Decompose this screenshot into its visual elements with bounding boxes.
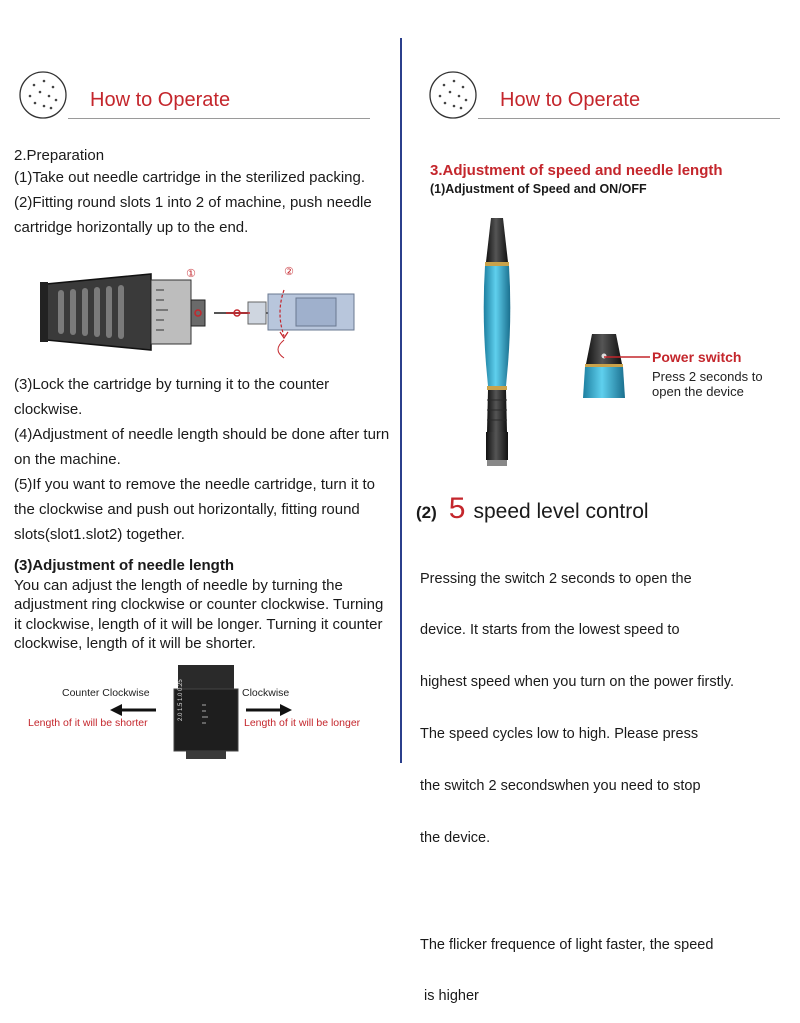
needle-length-heading: (3)Adjustment of needle length bbox=[14, 557, 235, 574]
preparation-step-2: (2)Fitting round slots 1 into 2 of machine, push needle cartridge horizontally up to the end. bbox=[14, 194, 372, 236]
left-page-title: How to Operate bbox=[90, 89, 231, 111]
power-switch-pointer bbox=[604, 352, 650, 362]
speed-section-subheading: (1)Adjustment of Speed and ON/OFF bbox=[430, 182, 647, 196]
step-3: (3)Lock the cartridge by turning it to the counter clockwise. bbox=[14, 376, 330, 418]
speed-desc-line-8: is higher bbox=[420, 988, 479, 1005]
longer-label: Length of it will be longer bbox=[244, 717, 361, 729]
adjustment-ring-illustration bbox=[172, 663, 240, 761]
step-4: (4)Adjustment of needle length should be done after turn on the machine. bbox=[14, 426, 390, 468]
svg-text:2.0 1.5 1.0 0.25: 2.0 1.5 1.0 0.25 bbox=[178, 679, 184, 721]
speed-level-number: 5 bbox=[448, 492, 466, 525]
preparation-section bbox=[14, 147, 389, 240]
speed-desc-line-7: The flicker frequence of light faster, the speed bbox=[420, 936, 714, 953]
pen-device-illustration bbox=[472, 214, 532, 476]
arrow-right-icon bbox=[244, 703, 294, 717]
power-switch-closeup bbox=[580, 330, 630, 400]
cartridge-steps bbox=[14, 372, 392, 547]
speed-description bbox=[420, 536, 792, 1023]
preparation-heading: 2.Preparation bbox=[14, 147, 105, 164]
arrow-left-icon bbox=[108, 703, 158, 717]
dotted-circle-icon bbox=[18, 70, 68, 120]
right-page-title: How to Operate bbox=[500, 89, 641, 111]
power-switch-label: Power switch bbox=[652, 349, 742, 365]
needle-length-section bbox=[14, 556, 384, 654]
speed-section-heading: 3.Adjustment of speed and needle length bbox=[430, 162, 723, 179]
slot-1-label: ① bbox=[186, 268, 196, 280]
speed-level-heading bbox=[416, 492, 649, 526]
step-5: (5)If you want to remove the needle cartridge, turn it to the clockwise and push out horizontally, fitting round slots(slot1.slot2) together. bbox=[14, 476, 376, 543]
slot-2-label: ② bbox=[284, 266, 294, 278]
speed-desc-line-1: Pressing the switch 2 seconds to open the bbox=[420, 570, 692, 587]
speed-level-text: speed level control bbox=[473, 500, 649, 523]
dotted-circle-icon bbox=[428, 70, 478, 120]
column-divider bbox=[400, 38, 402, 763]
speed-desc-line-2: device. It starts from the lowest speed to bbox=[420, 622, 680, 639]
speed-desc-line-6: the device. bbox=[420, 830, 491, 847]
speed-desc-line-3: highest speed when you turn on the power firstly. bbox=[420, 674, 735, 691]
preparation-step-1: (1)Take out needle cartridge in the sterilized packing. bbox=[14, 169, 366, 186]
speed-desc-line-4: The speed cycles low to high. Please press bbox=[420, 726, 699, 743]
cartridge-fitting-illustration bbox=[36, 262, 366, 362]
clockwise-label: Clockwise bbox=[242, 687, 290, 699]
power-switch-desc-line-1: Press 2 seconds to bbox=[652, 369, 763, 384]
left-header-underline bbox=[68, 118, 370, 119]
power-switch-desc-line-2: open the device bbox=[652, 384, 744, 399]
right-header-underline bbox=[478, 118, 780, 119]
power-switch-desc bbox=[652, 369, 763, 399]
needle-length-text: You can adjust the length of needle by turning the adjustment ring clockwise or counter clockwise. Turning it clockwise, length of it will be longer. Turning it counter clockwise, length of it will be shorter. bbox=[14, 576, 384, 652]
speed-desc-spacer bbox=[420, 882, 792, 902]
counter-clockwise-label: Counter Clockwise bbox=[62, 687, 150, 699]
shorter-label: Length of it will be shorter bbox=[28, 717, 148, 729]
speed-desc-line-5: the switch 2 secondswhen you need to stop bbox=[420, 778, 701, 795]
speed-level-prefix: (2) bbox=[416, 503, 437, 522]
